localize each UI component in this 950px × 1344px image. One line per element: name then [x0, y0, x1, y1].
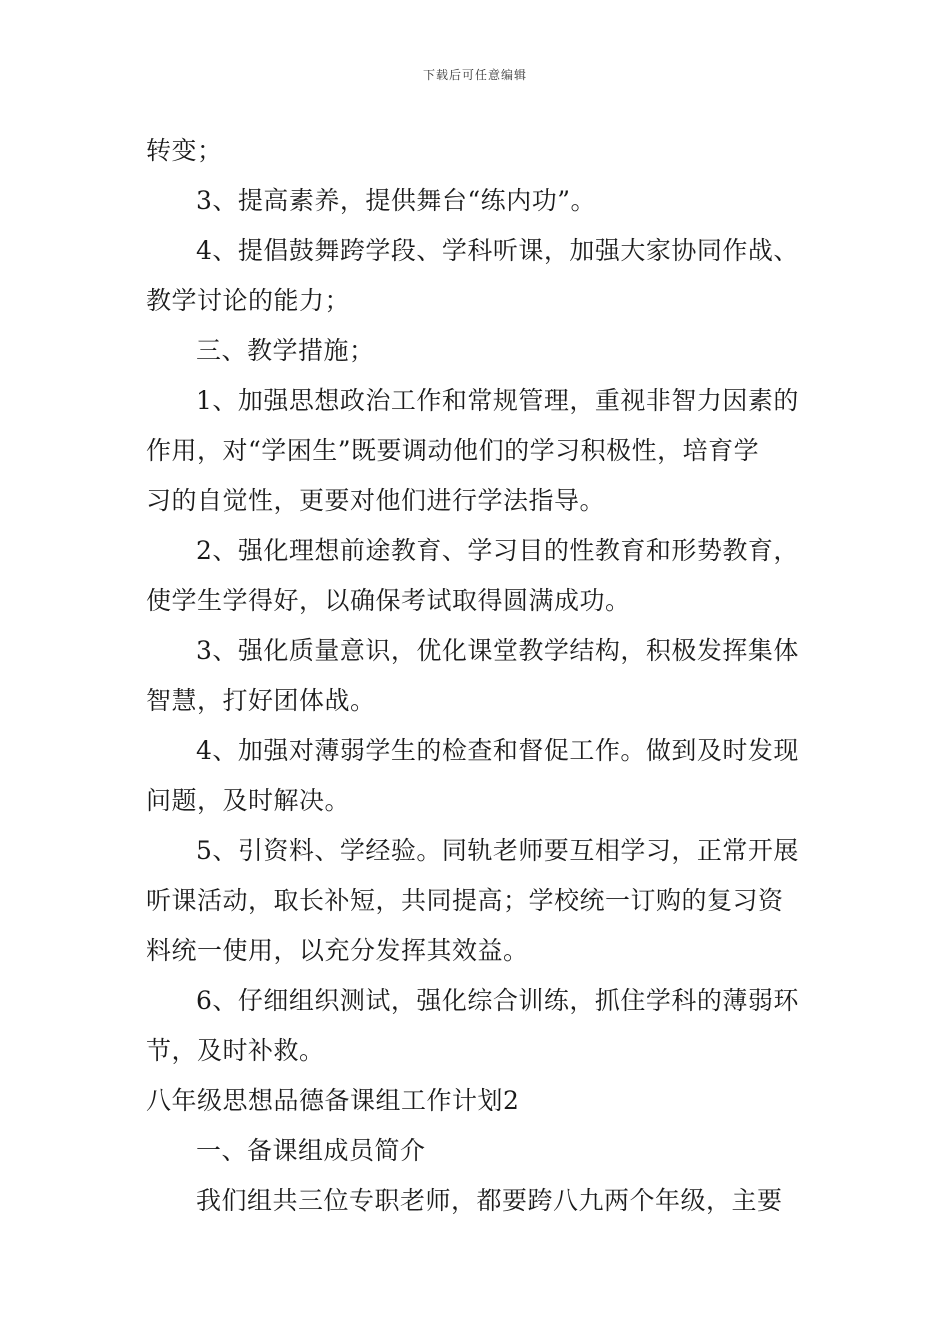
text-line: 教学讨论的能力；: [146, 286, 351, 315]
text-line: 4、提倡鼓舞跨学段、学科听课，加强大家协同作战、: [196, 236, 799, 265]
text-line: 4、加强对薄弱学生的检查和督促工作。做到及时发现: [196, 736, 799, 765]
text-line: 听课活动，取长补短，共同提高；学校统一订购的复习资: [146, 886, 784, 915]
text-line: 2、强化理想前途教育、学习目的性教育和形势教育，: [196, 536, 799, 565]
text-line: 智慧，打好团体战。: [146, 686, 376, 715]
text-line: 1、加强思想政治工作和常规管理，重视非智力因素的: [196, 386, 799, 415]
text-line: 转变；: [146, 136, 223, 165]
text-line: 问题，及时解决。: [146, 786, 351, 815]
page-header-caption: 下载后可任意编辑: [422, 68, 527, 82]
document-title: 八年级思想品德备课组工作计划2: [146, 1086, 520, 1115]
text-line: 节，及时补救。: [146, 1036, 325, 1065]
text-line: 3、提高素养，提供舞台“练内功”。: [196, 186, 596, 215]
text-line: 我们组共三位专职老师，都要跨八九两个年级，主要: [196, 1186, 783, 1215]
document-body: [146, 126, 810, 1226]
text-line: 6、仔细组织测试，强化综合训练，抓住学科的薄弱环: [196, 986, 799, 1015]
text-line: 使学生学得好，以确保考试取得圆满成功。: [146, 586, 631, 615]
text-line: 5、引资料、学经验。同轨老师要互相学习，正常开展: [196, 836, 799, 865]
text-line: 习的自觉性，更要对他们进行学法指导。: [146, 486, 606, 515]
section-heading: 一、备课组成员简介: [196, 1136, 426, 1165]
section-heading: 三、教学措施；: [196, 336, 375, 365]
text-line: 3、强化质量意识，优化课堂教学结构，积极发挥集体: [196, 636, 799, 665]
text-line: 作用，对“学困生”既要调动他们的学习积极性，培育学: [146, 436, 760, 465]
text-line: 料统一使用，以充分发挥其效益。: [146, 936, 529, 965]
